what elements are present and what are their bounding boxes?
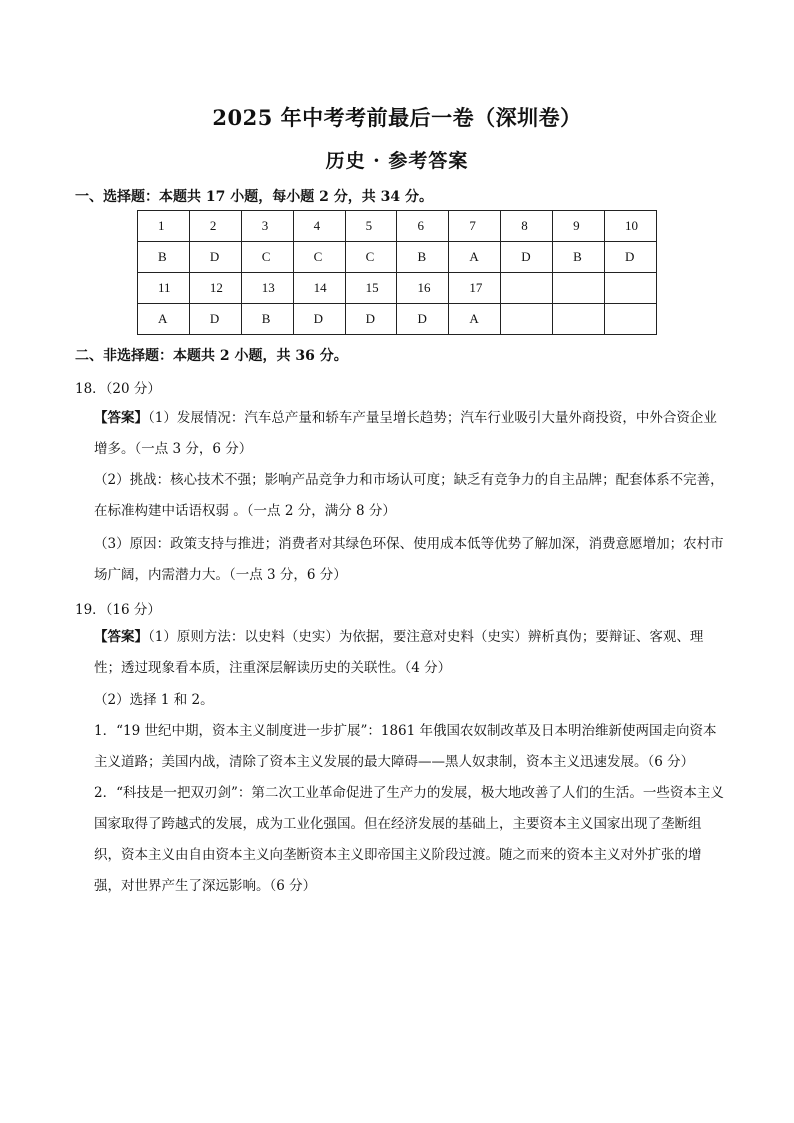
table-cell [501, 273, 553, 304]
table-cell: 4 [293, 211, 345, 242]
page-subtitle: 历史 · 参考答案 [325, 150, 469, 172]
q18-answer-1 [94, 403, 726, 465]
table-cell: C [241, 242, 293, 273]
table-cell [604, 304, 656, 335]
table-cell: 10 [604, 211, 656, 242]
q19-answer-2: （2）选择 1 和 2。 [94, 692, 214, 708]
table-cell: 1 [138, 211, 190, 242]
table-row [138, 242, 657, 273]
q19-answer-1-text: （1）原则方法：以史料（史实）为依据，要注意对史料（史实）辨析真伪；要辩证、客观、理性；透过现象看本质，注重深层解读历史的关联性。（4 分） [94, 629, 704, 676]
table-cell: C [345, 242, 397, 273]
table-cell: D [604, 242, 656, 273]
table-cell: 8 [501, 211, 553, 242]
table-row [138, 211, 657, 242]
q19-answer-3: 1．“19 世纪中期，资本主义制度进一步扩展”：1861 年俄国农奴制改革及日本明治维新使两国走向资本主义道路；美国内战，清除了资本主义发展的最大障碍——黑人奴隶制，资本主义迅速发展。（6 分） [94, 723, 717, 770]
q19-answer-1 [94, 622, 726, 684]
q18-answer-1-text: （1）发展情况：汽车总产量和轿车产量呈增长趋势；汽车行业吸引大量外商投资，中外合资企业增多。（一点 3 分，6 分） [94, 410, 717, 457]
question-19-heading: 19．（16 分） [75, 602, 161, 618]
table-cell: A [138, 304, 190, 335]
table-cell [604, 273, 656, 304]
table-cell [501, 304, 553, 335]
table-row [138, 304, 657, 335]
section-2-heading: 二、非选择题：本题共 2 小题，共 36 分。 [75, 348, 348, 364]
table-cell [553, 273, 605, 304]
table-cell: 2 [189, 211, 241, 242]
table-cell: D [397, 304, 449, 335]
table-cell: 15 [345, 273, 397, 304]
table-cell: B [397, 242, 449, 273]
question-18-heading: 18．（20 分） [75, 381, 161, 397]
answer-tag: 【答案】 [94, 629, 148, 645]
section-1-heading: 一、选择题：本题共 17 小题，每小题 2 分，共 34 分。 [75, 189, 433, 205]
table-cell: B [553, 242, 605, 273]
table-cell: A [449, 304, 501, 335]
table-cell: D [293, 304, 345, 335]
table-cell [553, 304, 605, 335]
table-cell: B [241, 304, 293, 335]
table-row [138, 273, 657, 304]
table-cell: 14 [293, 273, 345, 304]
table-cell: A [449, 242, 501, 273]
answer-table [137, 210, 657, 335]
table-cell: 12 [189, 273, 241, 304]
q19-answer-4: 2．“科技是一把双刃剑”：第二次工业革命促进了生产力的发展，极大地改善了人们的生活。一些资本主义国家取得了跨越式的发展，成为工业化强国。但在经济发展的基础上，主要资本主义国家出现了垄断组织，资本主义由自由资本主义向垄断资本主义即帝国主义阶段过渡。随之而来的资本主义对外扩张的增强，对世界产生了深远影响。（6 分） [94, 785, 724, 894]
table-cell: D [345, 304, 397, 335]
table-cell: D [189, 242, 241, 273]
table-cell: D [189, 304, 241, 335]
table-cell: 7 [449, 211, 501, 242]
table-cell: C [293, 242, 345, 273]
answer-tag: 【答案】 [94, 410, 148, 426]
table-cell: 11 [138, 273, 190, 304]
q18-answer-2: （2）挑战：核心技术不强；影响产品竞争力和市场认可度；缺乏有竞争力的自主品牌；配套体系不完善，在标准构建中话语权弱 。（一点 2 分，满分 8 分） [94, 472, 724, 519]
table-cell: 6 [397, 211, 449, 242]
table-cell: 9 [553, 211, 605, 242]
page-title: 2025 年中考考前最后一卷（深圳卷） [212, 105, 582, 130]
table-cell: D [501, 242, 553, 273]
table-cell: 13 [241, 273, 293, 304]
q18-answer-3: （3）原因：政策支持与推进；消费者对其绿色环保、使用成本低等优势了解加深，消费意愿增加；农村市场广阔，内需潜力大。（一点 3 分，6 分） [94, 536, 724, 583]
table-cell: 16 [397, 273, 449, 304]
table-cell: 17 [449, 273, 501, 304]
table-cell: 3 [241, 211, 293, 242]
table-cell: 5 [345, 211, 397, 242]
table-cell: B [138, 242, 190, 273]
